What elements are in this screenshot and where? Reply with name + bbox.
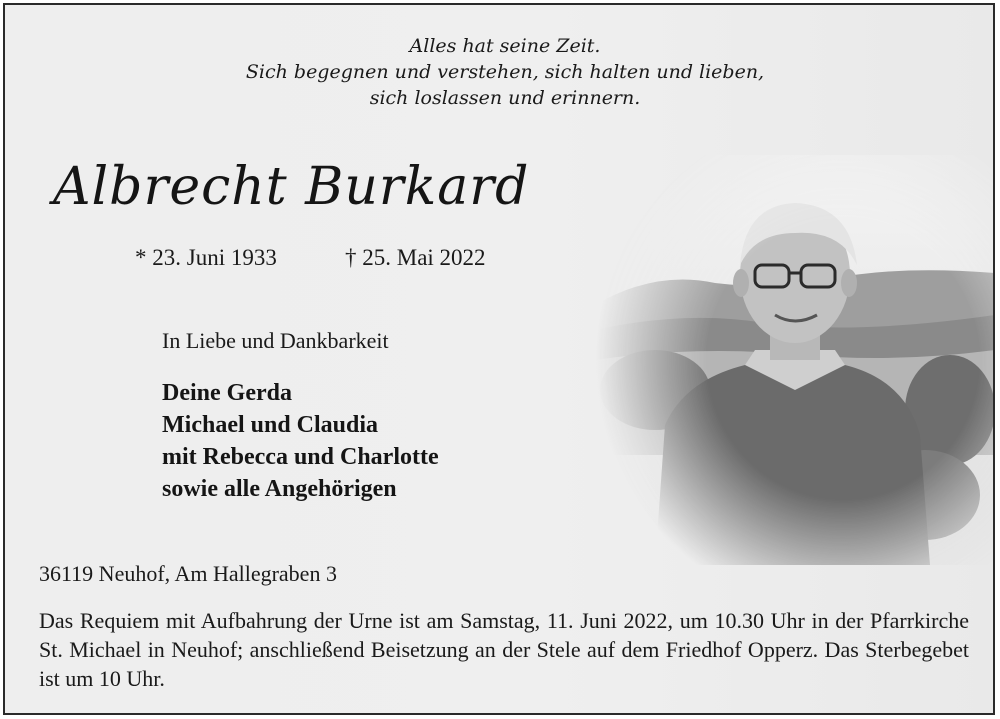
poem-line: sich loslassen und erinnern. [369, 87, 641, 109]
portrait-photo [595, 155, 995, 565]
poem-line: Sich begegnen und verstehen, sich halten und lieben, [245, 61, 765, 83]
mourner-line: Deine Gerda [162, 380, 292, 406]
mourner-line: Michael und Claudia [162, 412, 379, 438]
obituary-card [3, 3, 995, 715]
thanks-line: In Liebe und Dankbarkeit [162, 328, 389, 353]
funeral-notice: Das Requiem mit Aufbahrung der Urne ist am Samstag, 11. Juni 2022, um 10.30 Uhr in der Pfarrkirche St. Michael in Neuhof; anschließend Beisetzung an der Stele auf dem Friedhof Opperz. Das Sterbegebet ist um 10 Uhr. [39, 608, 969, 691]
address: 36119 Neuhof, Am Hallegraben 3 [39, 561, 337, 586]
mourners-list [162, 377, 439, 505]
poem-line: Alles hat seine Zeit. [409, 35, 601, 57]
mourner-line: mit Rebecca und Charlotte [162, 444, 439, 470]
poem [5, 33, 995, 111]
death-date: † 25. Mai 2022 [345, 245, 486, 270]
mourner-line: sowie alle Angehörigen [162, 476, 397, 502]
birth-date: * 23. Juni 1933 [135, 245, 277, 270]
deceased-name: Albrecht Burkard [53, 157, 530, 217]
